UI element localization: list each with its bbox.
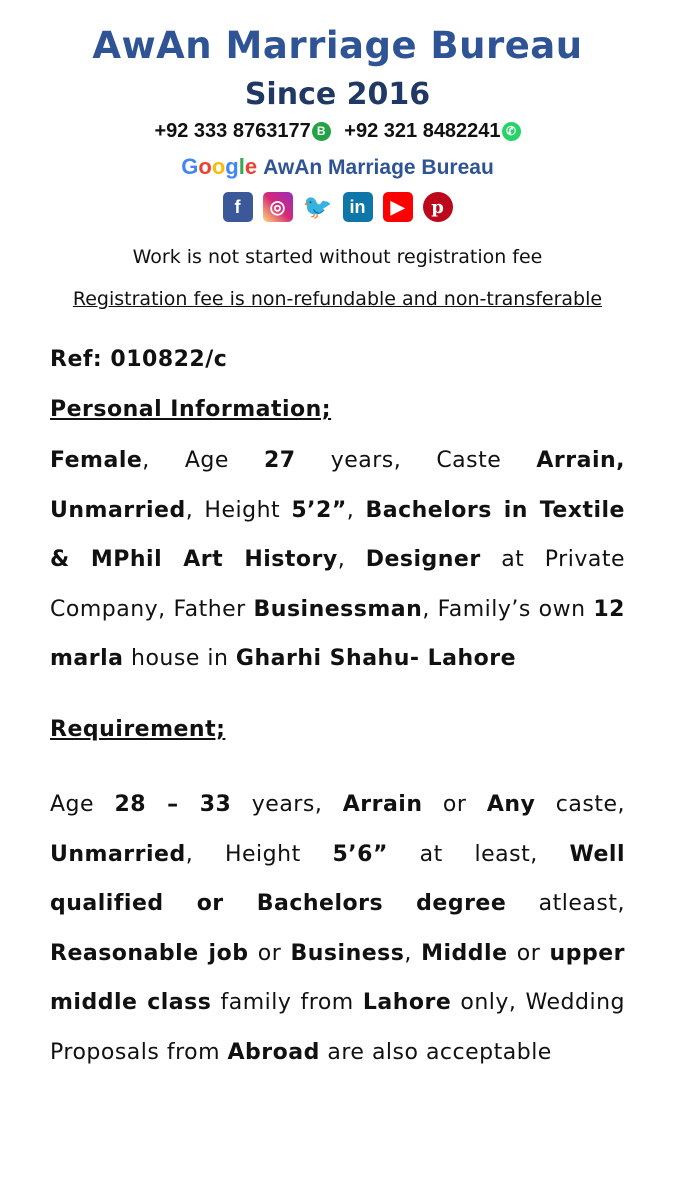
whatsapp-business-icon: B [312, 122, 331, 141]
emphasis-text: Lahore [362, 990, 452, 1016]
body-text: years, Caste [295, 448, 537, 473]
google-listing[interactable] [0, 154, 675, 180]
since-year: Since 2016 [244, 77, 431, 112]
whatsapp-icon: ✆ [502, 122, 521, 141]
emphasis-text: Middle [421, 940, 508, 966]
registration-note: Work is not started without registration fee [132, 246, 543, 268]
google-letter: l [238, 154, 245, 179]
emphasis-text: Unmarried [50, 841, 186, 867]
body-text: Age [50, 792, 115, 817]
phone-1-number: +92 333 8763177 [154, 120, 311, 142]
emphasis-text: Business [290, 940, 405, 966]
body-text: years, [231, 792, 343, 817]
google-bureau-name: AwAn Marriage Bureau [263, 156, 494, 179]
emphasis-text: 28 – 33 [114, 792, 232, 817]
requirement-heading: Requirement; [50, 717, 226, 742]
body-text: are also acceptable [319, 1039, 552, 1065]
contact-phones [0, 120, 675, 143]
body-text: atleast, [506, 891, 625, 917]
body-text: , Age [142, 448, 264, 473]
google-letter: o [198, 154, 212, 179]
twitter-icon[interactable]: 🐦 [302, 193, 333, 221]
body-text: house in [123, 646, 236, 672]
emphasis-text: Bachelors in Textile & MPhil Art History [50, 497, 625, 573]
body-text: , Height [185, 497, 292, 523]
google-letter: o [211, 154, 226, 179]
body-text: , [337, 547, 366, 573]
google-letter: e [244, 154, 258, 179]
bureau-title: AwAn Marriage Bureau [92, 24, 583, 67]
body-text: only, Wedding Proposals from [50, 990, 626, 1065]
body-text: at least, [387, 841, 570, 867]
body-text: , [404, 940, 422, 966]
body-text: or [507, 940, 550, 966]
emphasis-text: Designer [365, 547, 481, 573]
emphasis-text: Reasonable job [50, 940, 249, 966]
personal-info-paragraph [50, 436, 625, 684]
emphasis-text: 12 marla [50, 596, 625, 672]
body-text: , [346, 497, 366, 523]
emphasis-text: Female [50, 448, 143, 473]
social-icons [0, 192, 675, 222]
google-logo [181, 154, 257, 179]
linkedin-icon[interactable]: in [343, 192, 373, 222]
body-text: at Private Company, Father [50, 547, 626, 622]
emphasis-text: Arrain, Unmarried [50, 448, 626, 523]
requirement-paragraph [50, 780, 625, 1078]
emphasis-text: Abroad [227, 1039, 320, 1065]
refund-note: Registration fee is non-refundable and non-transferable [72, 288, 603, 310]
phone-1[interactable] [154, 120, 330, 143]
personal-info-heading: Personal Information; [50, 397, 332, 422]
google-letter: G [181, 154, 199, 179]
emphasis-text: Businessman [253, 596, 423, 622]
emphasis-text: upper middle class [50, 940, 625, 1016]
instagram-icon[interactable]: ◎ [263, 192, 293, 222]
facebook-icon[interactable]: f [223, 192, 253, 222]
phone-2[interactable] [344, 120, 520, 143]
body-text: family from [211, 990, 363, 1016]
emphasis-text: Gharhi Shahu- Lahore [235, 646, 517, 672]
body-text: , Family’s own [422, 596, 594, 622]
emphasis-text: 5’6” [332, 841, 388, 867]
body-text: caste, [535, 792, 625, 817]
google-letter: g [225, 154, 239, 179]
reference-number: Ref: 010822/c [50, 347, 228, 372]
body-text: or [248, 940, 291, 966]
body-text: or [422, 792, 487, 817]
emphasis-text: Well qualified or Bachelors degree [50, 841, 625, 917]
emphasis-text: 5’2” [291, 497, 347, 523]
youtube-icon[interactable]: ▶ [383, 192, 413, 222]
phone-2-number: +92 321 8482241 [344, 120, 501, 142]
emphasis-text: Arrain [342, 792, 423, 817]
body-text: , Height [185, 841, 333, 867]
pinterest-icon[interactable]: p [423, 192, 453, 222]
emphasis-text: 27 [264, 448, 296, 473]
emphasis-text: Any [486, 792, 536, 817]
